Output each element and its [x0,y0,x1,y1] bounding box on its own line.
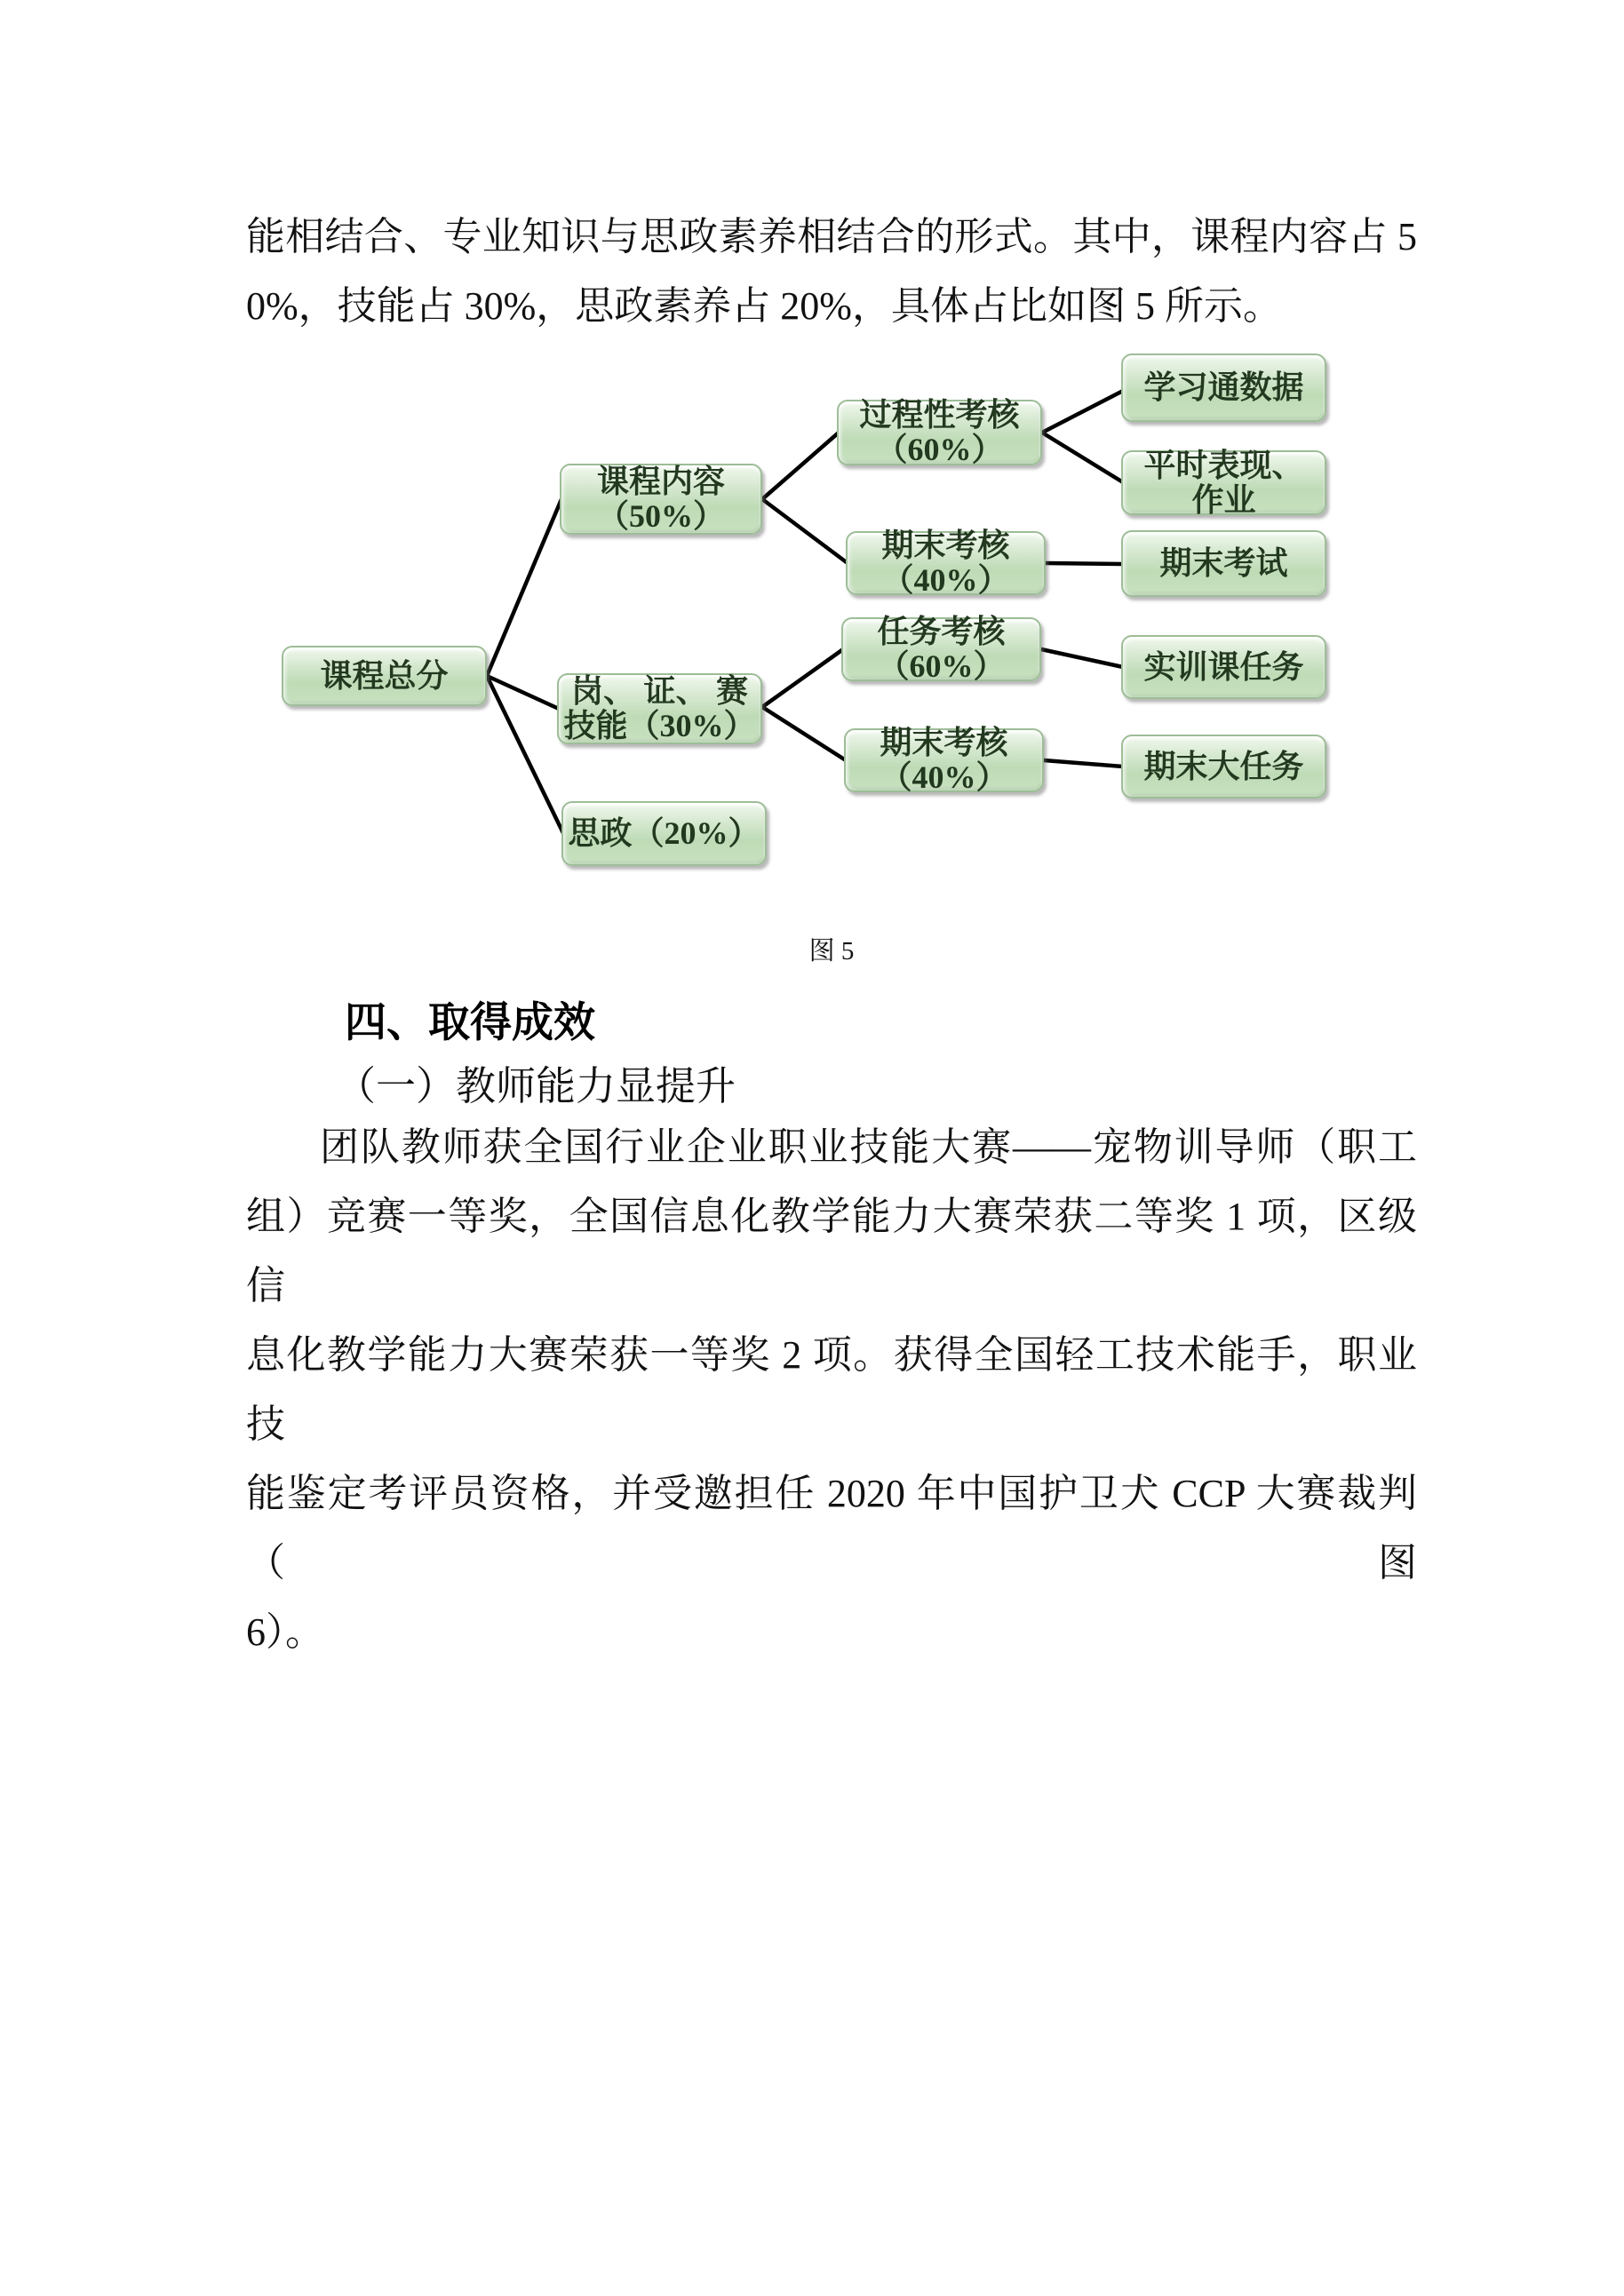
node-final-big-task [1121,735,1326,798]
text-line: 0%，技能占 30%，思政素养占 20%，具体占比如图 5 所示。 [246,284,1282,328]
node-xuexitong-data [1121,354,1326,422]
figure-caption: 图 5 [808,937,855,965]
intro-paragraph [246,203,1417,341]
node-course-content [560,464,762,535]
node-final-assessment-skills [844,725,1044,795]
connector-line [1046,563,1123,564]
node-label-line: 期末考核 [881,528,1010,563]
node-label-line: （60%） [877,648,1006,684]
node-label-line: 课程总分 [320,657,449,694]
subsection-heading: （一）教师能力显提升 [336,1064,736,1108]
node-post-cert-competition-skills [557,673,762,744]
connector-line [487,499,561,676]
node-ideology [561,801,767,866]
node-label-line: 岗、 证、 赛 [571,673,748,709]
node-label-line: 任务考核 [877,614,1006,649]
node-label-line: （40%） [881,562,1010,598]
text-line: 组）竞赛一等奖，全国信息化教学能力大赛荣获二等奖 1 项，区级信 [246,1195,1417,1307]
node-label-line: 平时表现、 [1143,447,1304,483]
node-daily-performance-homework [1121,447,1326,518]
connector-line [1041,649,1123,667]
connector-line [762,433,839,499]
node-final-exam [1121,530,1326,597]
node-process-assessment [837,397,1042,467]
node-label-line: 学习通数据 [1143,369,1304,405]
text-line: 团队教师获全国行业企业职业技能大赛——宠物训导师（职工 [320,1125,1417,1169]
text-line: 能鉴定考评员资格，并受邀担任 2020 年中国护卫犬 CCP 大赛裁判（图 [246,1472,1417,1585]
node-practical-course-task [1121,635,1326,699]
text-line: 息化教学能力大赛荣获一等奖 2 项。获得全国轻工技术能手，职业技 [246,1333,1417,1446]
node-label-line: 课程内容 [596,464,725,499]
connector-line [1044,760,1123,767]
connector-line [487,676,559,709]
connector-line [762,499,848,563]
connector-line [1042,433,1123,482]
node-label-line: （60%） [875,432,1004,467]
text-line: 6）。 [246,1610,324,1654]
body-paragraph [246,1113,1417,1667]
connector-line [1042,391,1123,433]
connector-line [487,676,563,833]
node-label-line: 过程性考核 [859,397,1020,433]
connector-lines [267,346,1346,902]
node-label-line: 期末大任务 [1143,748,1304,784]
node-label-line: 实训课任务 [1143,648,1304,685]
node-final-assessment-content [846,528,1046,598]
node-task-assessment [841,614,1041,684]
text-line: 能相结合、专业知识与思政素养相结合的形式。其中，课程内容占 5 [246,215,1417,258]
node-label-line: （50%） [596,498,725,534]
figure-5-diagram [267,346,1346,902]
section-heading: 四、取得成效 [345,998,595,1045]
node-course-total [282,646,487,706]
node-label-line: 技能（30%） [563,708,756,743]
node-label-line: （40%） [880,759,1008,795]
connector-line [762,707,846,760]
node-label-line: 期末考试 [1159,545,1288,581]
connector-line [762,649,843,707]
node-label-line: 期末考核 [880,725,1008,760]
node-label-line: 思政（20%） [568,815,760,851]
node-label-line: 作业 [1191,481,1256,518]
